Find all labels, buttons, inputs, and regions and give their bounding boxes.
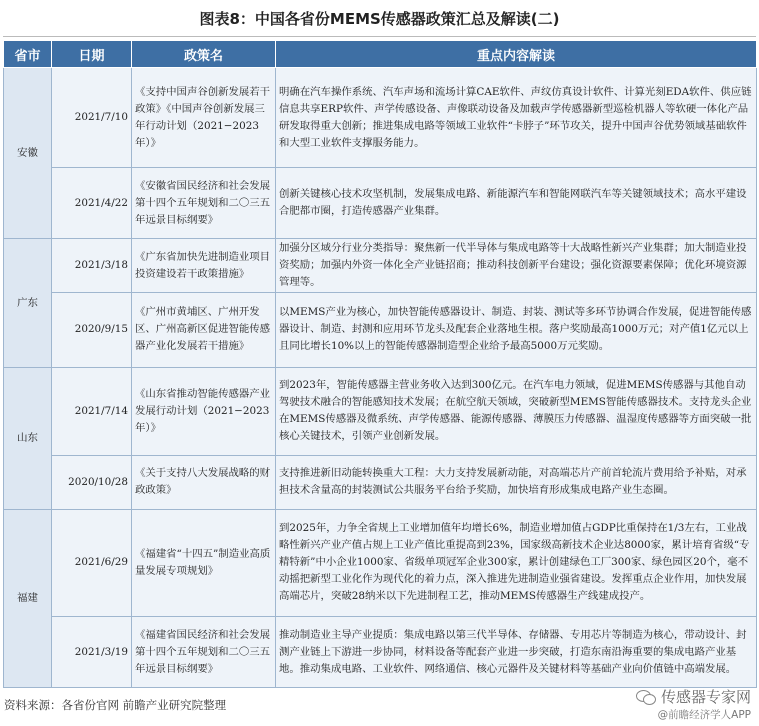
wechat-icon	[636, 689, 656, 705]
policy-name-cell: 《关于支持八大发展战略的财政政策》	[132, 455, 276, 509]
policy-table	[3, 40, 757, 688]
province-cell: 广东	[4, 239, 52, 368]
province-cell: 安徽	[4, 68, 52, 239]
table-row	[4, 617, 757, 688]
content-cell: 到2025年，力争全省规上工业增加值年均增长6%，制造业增加值占GDP比重保持在1/3左右，工业战略性新兴产业产值占规上工业产值比重提高到23%，国家级高新技术企业达8000家，累计培育省级“专精特新”中小企业1000家、省级单项冠军企业300家，累计创建绿色工厂300家、绿色园区20个，毫不动摇把新型工业化作为现代化的着力点，深入推进先进制造业强省建设。发挥重点企业作用，加快发展高端芯片，突破28纳米以下先进制程工艺，推动MEMS传感器生产线建成投产。	[276, 509, 757, 616]
header-policy-name: 政策名	[132, 41, 276, 68]
table-row	[4, 292, 757, 367]
watermark-text: 传感器专家网	[660, 688, 751, 706]
content-cell: 明确在汽车操作系统、汽车声场和流场计算CAE软件、声纹仿真设计软件、计算光刻EDA软件、供应链信息共享ERP软件、声学传感设备、声像联动设备及加载声学传感器新型巡检机器人等软硬一体化产品研发取得重大创新；推进集成电路等领域工业软件“卡脖子”环节攻关，提升中国声谷优势领域基础软件和大型工业软件支撑服务能力。	[276, 68, 757, 168]
table-row	[4, 509, 757, 616]
date-cell: 2020/10/28	[52, 455, 132, 509]
content-cell: 加强分区域分行业分类指导：聚焦新一代半导体与集成电路等十大战略性新兴产业集群；加大制造业投资奖励；加强内外资一体化全产业链招商；推动科技创新平台建设；强化资源要素保障；优化环境资源管理等。	[276, 239, 757, 293]
policy-name-cell: 《安徽省国民经济和社会发展第十四个五年规划和二〇三五年远景目标纲要》	[132, 168, 276, 239]
header-date: 日期	[52, 41, 132, 68]
chart-title: 图表8：中国各省份MEMS传感器政策汇总及解读(二)	[199, 10, 560, 28]
date-cell: 2021/3/19	[52, 617, 132, 688]
province-cell: 福建	[4, 509, 52, 687]
content-cell: 创新关键核心技术攻坚机制，发展集成电路、新能源汽车和智能网联汽车等关键领域技术；高水平建设合肥都市圈，打造传感器产业集群。	[276, 168, 757, 239]
province-cell: 山东	[4, 367, 52, 509]
watermark-subtext: @前瞻经济学人APP	[657, 709, 751, 721]
policy-name-cell: 《福建省“十四五”制造业高质量发展专项规划》	[132, 509, 276, 616]
content-cell: 以MEMS产业为核心，加快智能传感器设计、制造、封装、测试等多环节协调合作发展，促进智能传感器设计、制造、封测和应用环节龙头及配套企业落地生根。落户奖励最高1000万元；对产值1亿元以上且同比增长10%以上的智能传感器制造型企业给予最高5000万元奖励。	[276, 292, 757, 367]
watermark	[636, 686, 751, 707]
policy-name-cell: 《支持中国声谷创新发展若干政策》《中国声谷创新发展三年行动计划（2021−2023年）》	[132, 68, 276, 168]
source-note: 资料来源：各省份官网 前瞻产业研究院整理	[4, 698, 227, 712]
content-cell: 到2023年，智能传感器主营业务收入达到300亿元。在汽车电力领域，促进MEMS传感器与其他自动驾驶技术融合的智能感知技术发展；在航空航天领域，突破新型MEMS智能传感器技术。支持龙头企业在MEMS传感器及微系统、声学传感器、能源传感器、薄膜压力传感器、温湿度传感器等方面突破一批核心关键技术，引领产业创新发展。	[276, 367, 757, 455]
date-cell: 2021/6/29	[52, 509, 132, 616]
table-row	[4, 239, 757, 293]
policy-name-cell: 《山东省推动智能传感器产业发展行动计划（2021−2023年）》	[132, 367, 276, 455]
header-content: 重点内容解读	[276, 41, 757, 68]
policy-name-cell: 《福建省国民经济和社会发展第十四个五年规划和二〇三五年远景目标纲要》	[132, 617, 276, 688]
content-cell: 推动制造业主导产业提质：集成电路以第三代半导体、存储器、专用芯片等制造为核心，带动设计、封测产业链上下游进一步协同，材料设备等配套产业进一步突破，打造东南沿海重要的集成电路产业基地。推动集成电路、工业软件、网络通信、核心元器件及关键材料等基础产业向价值链中高端发展。	[276, 617, 757, 688]
content-cell: 支持推进新旧动能转换重大工程：大力支持发展新动能，对高端芯片产前首轮流片费用给予补贴，对承担技术含量高的封装测试公共服务平台给予奖励，加快培育形成集成电路产业生态圈。	[276, 455, 757, 509]
date-cell: 2021/7/14	[52, 367, 132, 455]
table-row	[4, 68, 757, 168]
table-row	[4, 455, 757, 509]
date-cell: 2020/9/15	[52, 292, 132, 367]
table-row	[4, 367, 757, 455]
header-province: 省市	[4, 41, 52, 68]
table-header-row	[4, 41, 757, 68]
date-cell: 2021/3/18	[52, 239, 132, 293]
table-row	[4, 168, 757, 239]
date-cell: 2021/4/22	[52, 168, 132, 239]
policy-name-cell: 《广州市黄埔区、广州开发区、广州高新区促进智能传感器产业化发展若干措施》	[132, 292, 276, 367]
policy-name-cell: 《广东省加快先进制造业项目投资建设若干政策措施》	[132, 239, 276, 293]
date-cell: 2021/7/10	[52, 68, 132, 168]
title-divider	[3, 36, 756, 37]
